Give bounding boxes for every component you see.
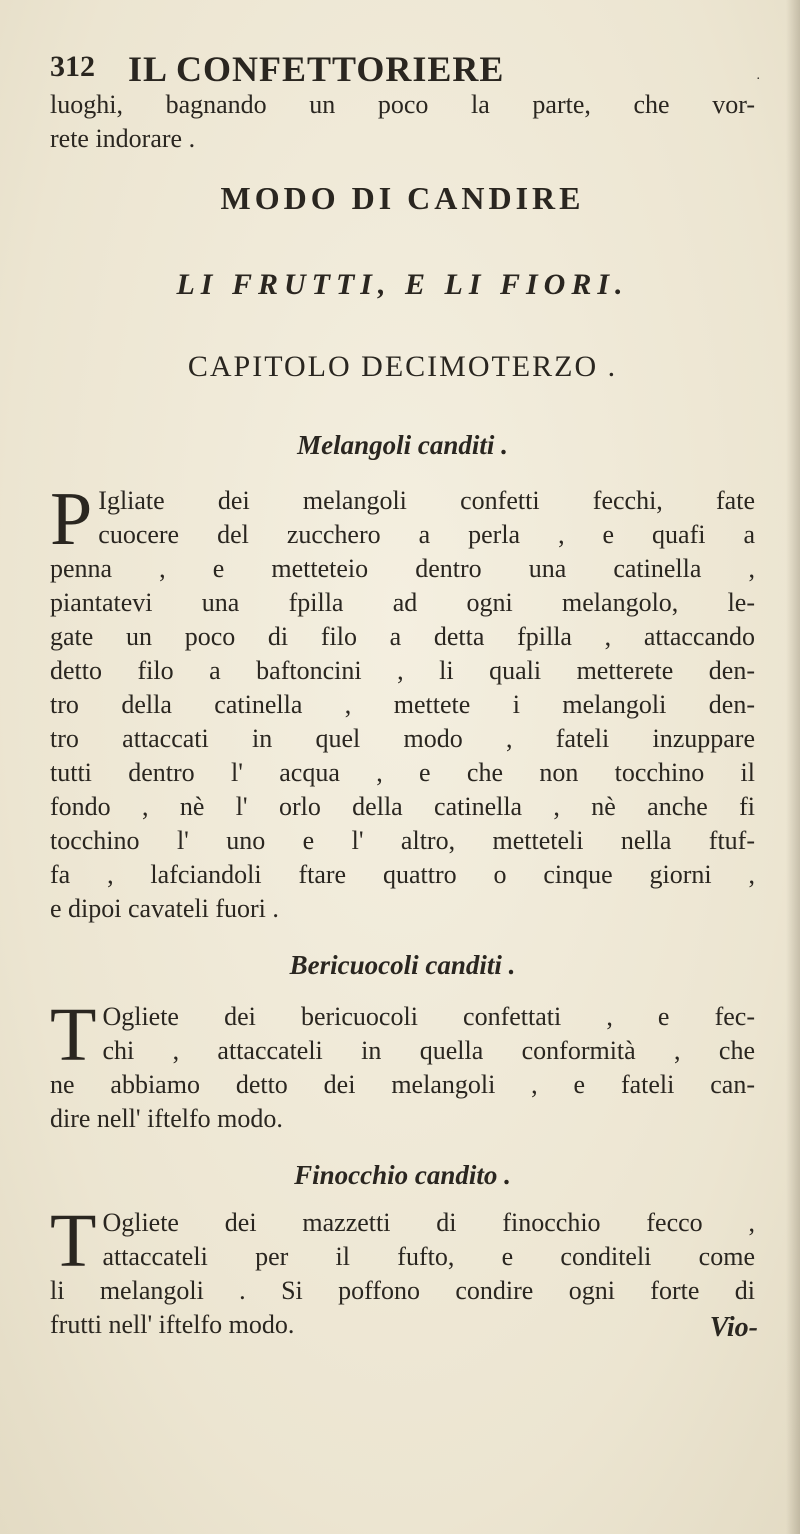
paragraph-line: li melangoli . Si poffono condire ogni forte di [50,1276,755,1305]
paragraph-line: gate un poco di filo a detta fpilla , attaccando [50,622,755,651]
paragraph-line: penna , e metteteio dentro una catinella , [50,554,755,583]
paragraph-line: tocchino l' uno e l' altro, metteteli nella ftuf- [50,826,755,855]
paragraph-line: frutti nell' iftelfo modo. [50,1310,295,1339]
recipe-paragraph [50,993,755,1136]
paragraph-line: attaccateli per il fufto, e conditeli come [102,1242,755,1271]
intro-line: luoghi, bagnando un poco la parte, che vor- [50,90,755,119]
drop-cap: T [50,1199,97,1283]
page-number: 312 [50,50,95,83]
paragraph-line: e dipoi cavateli fuori . [50,894,279,923]
paragraph-line: chi , attaccateli in quella conformità , che [102,1036,755,1065]
intro-paragraph [50,88,755,156]
section-heading: MODO DI CANDIRE [220,180,585,216]
paragraph-line: Ogliete dei mazzetti di finocchio fecco , [102,1208,755,1237]
recipe-title: Melangoli canditi . [297,430,508,460]
catchword: Vio- [709,1312,758,1343]
running-title: IL CONFETTORIERE [128,49,505,89]
page-edge-shadow [786,0,800,1534]
chapter-heading: CAPITOLO DECIMOTERZO . [187,350,618,383]
paragraph-line: Igliate dei melangoli confetti fecchi, fate [98,486,755,515]
recipe-title: Finocchio candito . [294,1160,511,1190]
section-subheading: LI FRUTTI, E LI FIORI. [176,268,629,301]
paragraph-line: ne abbiamo detto dei melangoli , e fateli can- [50,1070,755,1099]
intro-line: rete indorare . [50,124,196,153]
paragraph-line: cuocere del zucchero a perla , e quafi a [98,520,755,549]
paragraph-line: tutti dentro l' acqua , e che non tocchino il [50,758,755,787]
drop-cap: T [50,993,97,1077]
paragraph-line: fa , lafciandoli ftare quattro o cinque giorni , [50,860,755,889]
header-mark: . [756,68,760,83]
recipe-paragraph [50,477,755,926]
paragraph-line: dire nell' iftelfo modo. [50,1104,283,1133]
recipe-title: Bericuocoli canditi . [289,950,516,980]
paragraph-line: tro attaccati in quel modo , fateli inzuppare [50,724,755,753]
paragraph-line: Ogliete dei bericuocoli confettati , e fec- [102,1002,755,1031]
paragraph-line: tro della catinella , mettete i melangoli den- [50,690,755,719]
page-header [50,48,760,88]
paragraph-line: detto filo a baftoncini , li quali metterete den- [50,656,755,685]
recipe-paragraph [50,1199,755,1342]
paragraph-line: piantatevi una fpilla ad ogni melangolo, le- [50,588,755,617]
paragraph-line: fondo , nè l' orlo della catinella , nè anche fi [50,792,755,821]
drop-cap: P [50,477,93,561]
